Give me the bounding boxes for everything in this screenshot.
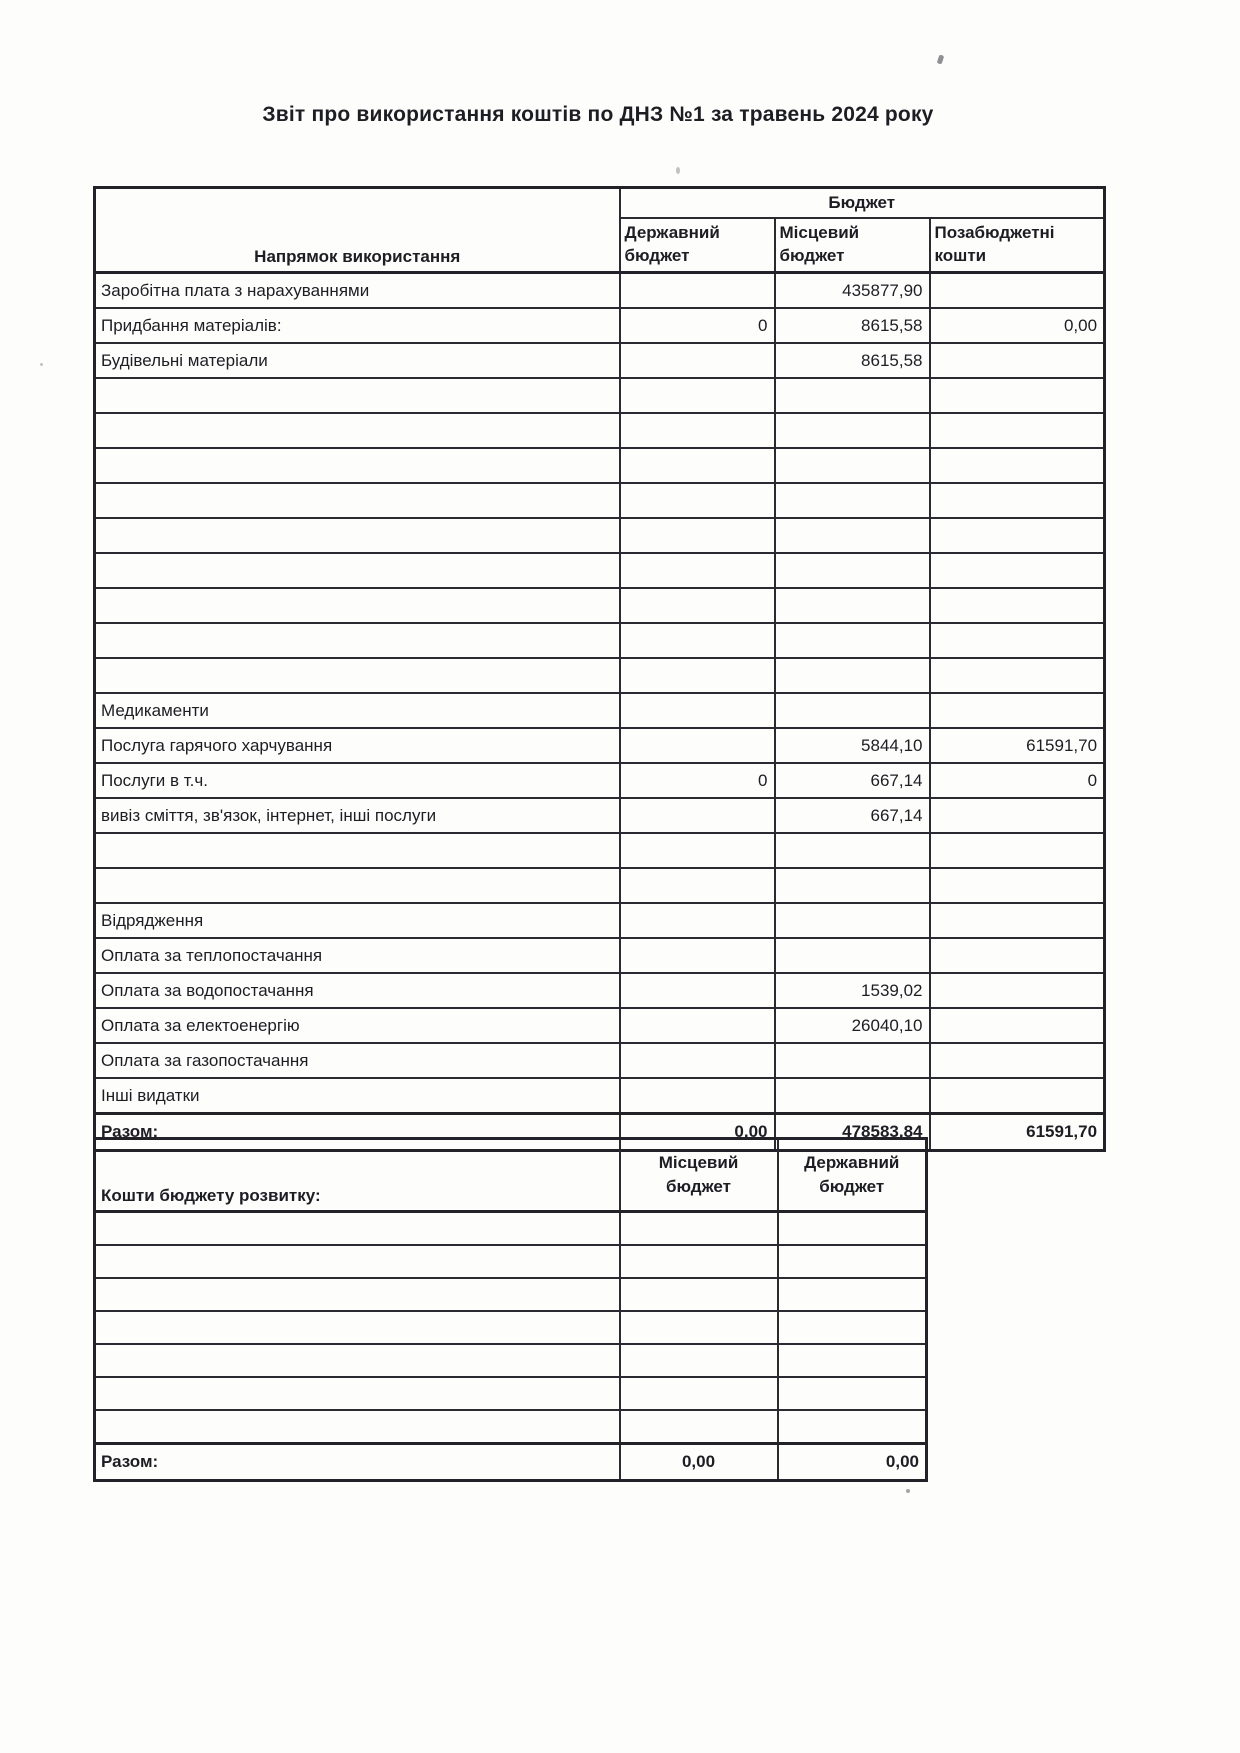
amount-cell (620, 623, 775, 658)
amount-cell (775, 903, 930, 938)
amount-cell (775, 588, 930, 623)
direction-cell (95, 448, 620, 483)
budget-usage-table (93, 186, 1106, 1152)
development-budget-rows (95, 1212, 927, 1444)
table-row (95, 693, 1105, 728)
amount-cell (930, 623, 1105, 658)
table-row (95, 1043, 1105, 1078)
scan-artifact (40, 363, 43, 366)
scan-artifact (937, 54, 945, 64)
amount-cell (930, 658, 1105, 693)
amount-cell (620, 938, 775, 973)
table-row (95, 378, 1105, 413)
table-row (95, 1377, 927, 1410)
direction-cell: вивіз сміття, зв'язок, інтернет, інші послуги (95, 798, 620, 833)
amount-cell: 0 (620, 763, 775, 798)
amount-cell (930, 343, 1105, 378)
amount-cell (775, 658, 930, 693)
amount-cell (620, 658, 775, 693)
amount-cell (620, 1212, 778, 1246)
amount-cell: 8615,58 (775, 308, 930, 343)
amount-cell: 61591,70 (930, 728, 1105, 763)
table-row (95, 413, 1105, 448)
amount-cell (620, 1377, 778, 1410)
table-row (95, 938, 1105, 973)
table-row (95, 1245, 927, 1278)
amount-cell: 0 (930, 763, 1105, 798)
direction-cell (95, 518, 620, 553)
table-row (95, 728, 1105, 763)
table-row (95, 308, 1105, 343)
amount-cell (775, 1078, 930, 1114)
amount-cell (620, 518, 775, 553)
amount-cell (775, 833, 930, 868)
direction-cell: Інші видатки (95, 1078, 620, 1114)
amount-cell: 8615,58 (775, 343, 930, 378)
direction-cell (95, 1311, 620, 1344)
direction-cell (95, 1278, 620, 1311)
amount-cell (620, 798, 775, 833)
development-budget-table (93, 1137, 928, 1482)
direction-cell (95, 623, 620, 658)
amount-cell (775, 693, 930, 728)
amount-cell (930, 483, 1105, 518)
table-row (95, 448, 1105, 483)
amount-cell (778, 1245, 927, 1278)
direction-cell (95, 658, 620, 693)
table-row (95, 833, 1105, 868)
amount-cell (620, 973, 775, 1008)
budget-group-header: Бюджет (620, 188, 1105, 219)
direction-cell (95, 1212, 620, 1246)
amount-cell (930, 588, 1105, 623)
amount-cell (778, 1410, 927, 1444)
total-label: Разом: (95, 1444, 620, 1481)
amount-cell (620, 1245, 778, 1278)
amount-cell (930, 448, 1105, 483)
table-row (95, 868, 1105, 903)
amount-cell (620, 1278, 778, 1311)
amount-cell (778, 1377, 927, 1410)
amount-cell (930, 693, 1105, 728)
direction-cell: Оплата за газопостачання (95, 1043, 620, 1078)
amount-cell (930, 973, 1105, 1008)
amount-cell (775, 553, 930, 588)
table-row (95, 1008, 1105, 1043)
table-row (95, 798, 1105, 833)
table-row (95, 658, 1105, 693)
local-budget-header: Місцевий бюджет (775, 218, 930, 273)
table-row (95, 518, 1105, 553)
amount-cell (620, 903, 775, 938)
amount-cell (620, 1344, 778, 1377)
amount-cell: 0,00 (930, 308, 1105, 343)
local-budget-header: Місцевий бюджет (620, 1139, 778, 1212)
amount-cell (930, 518, 1105, 553)
direction-cell: Придбання матеріалів: (95, 308, 620, 343)
direction-header: Напрямок використання (95, 188, 620, 273)
table-row (95, 623, 1105, 658)
amount-cell (775, 413, 930, 448)
direction-cell: Послуга гарячого харчування (95, 728, 620, 763)
amount-cell (930, 378, 1105, 413)
amount-cell (620, 273, 775, 309)
direction-cell: Заробітна плата з нарахуваннями (95, 273, 620, 309)
group-header-row (95, 188, 1105, 219)
amount-cell (775, 483, 930, 518)
amount-cell (620, 343, 775, 378)
column-header-row (95, 1139, 927, 1212)
amount-cell (778, 1278, 927, 1311)
amount-cell (775, 938, 930, 973)
amount-cell (930, 553, 1105, 588)
amount-cell (930, 1043, 1105, 1078)
amount-cell: 1539,02 (775, 973, 930, 1008)
amount-cell: 0 (620, 308, 775, 343)
total-state-value: 0,00 (620, 1114, 775, 1151)
state-budget-header: Державний бюджет (778, 1139, 927, 1212)
amount-cell: 5844,10 (775, 728, 930, 763)
table-row (95, 1410, 927, 1444)
extra-budget-header: Позабюджетні кошти (930, 218, 1105, 273)
amount-cell (620, 1008, 775, 1043)
amount-cell (620, 1410, 778, 1444)
amount-cell (775, 623, 930, 658)
total-local-value: 0,00 (620, 1444, 778, 1481)
direction-cell (95, 413, 620, 448)
amount-cell (620, 378, 775, 413)
amount-cell: 26040,10 (775, 1008, 930, 1043)
amount-cell (930, 1008, 1105, 1043)
amount-cell (778, 1311, 927, 1344)
direction-cell (95, 1410, 620, 1444)
amount-cell (930, 1078, 1105, 1114)
amount-cell: 435877,90 (775, 273, 930, 309)
amount-cell (930, 273, 1105, 309)
table-row (95, 973, 1105, 1008)
direction-cell (95, 483, 620, 518)
table-row (95, 1311, 927, 1344)
amount-cell (620, 728, 775, 763)
amount-cell (930, 798, 1105, 833)
amount-cell (620, 833, 775, 868)
total-label: Разом: (95, 1114, 620, 1151)
amount-cell: 667,14 (775, 763, 930, 798)
total-row (95, 1444, 927, 1481)
amount-cell (620, 1043, 775, 1078)
state-budget-header: Державний бюджет (620, 218, 775, 273)
direction-cell (95, 1245, 620, 1278)
amount-cell (620, 1078, 775, 1114)
amount-cell (620, 483, 775, 518)
scan-artifact (676, 167, 680, 174)
amount-cell (620, 448, 775, 483)
direction-cell: Послуги в т.ч. (95, 763, 620, 798)
table-row (95, 1344, 927, 1377)
table-row (95, 1078, 1105, 1114)
table-row (95, 903, 1105, 938)
direction-cell: Оплата за теплопостачання (95, 938, 620, 973)
amount-cell: 667,14 (775, 798, 930, 833)
direction-cell: Будівельні матеріали (95, 343, 620, 378)
table-row (95, 273, 1105, 309)
table-row (95, 553, 1105, 588)
table-row (95, 343, 1105, 378)
amount-cell (930, 868, 1105, 903)
direction-cell (95, 378, 620, 413)
amount-cell (620, 588, 775, 623)
table-row (95, 1278, 927, 1311)
amount-cell (620, 553, 775, 588)
amount-cell (930, 833, 1105, 868)
total-state-value: 0,00 (778, 1444, 927, 1481)
table-row (95, 483, 1105, 518)
amount-cell (778, 1344, 927, 1377)
amount-cell (775, 1043, 930, 1078)
direction-cell (95, 588, 620, 623)
scan-artifact (906, 1489, 910, 1493)
table-row (95, 1212, 927, 1246)
amount-cell (930, 938, 1105, 973)
amount-cell (620, 868, 775, 903)
direction-cell: Відрядження (95, 903, 620, 938)
table-row (95, 763, 1105, 798)
table-row (95, 588, 1105, 623)
direction-cell (95, 553, 620, 588)
amount-cell (930, 413, 1105, 448)
direction-cell (95, 833, 620, 868)
amount-cell (620, 413, 775, 448)
direction-cell (95, 1377, 620, 1410)
total-local-value: 478583,84 (775, 1114, 930, 1151)
direction-cell (95, 868, 620, 903)
budget-usage-rows (95, 273, 1105, 1114)
development-budget-header: Кошти бюджету розвитку: (95, 1139, 620, 1212)
amount-cell (778, 1212, 927, 1246)
direction-cell: Оплата за водопостачання (95, 973, 620, 1008)
direction-cell: Оплата за електоенергію (95, 1008, 620, 1043)
amount-cell (775, 518, 930, 553)
amount-cell (775, 448, 930, 483)
amount-cell (930, 903, 1105, 938)
direction-cell (95, 1344, 620, 1377)
amount-cell (620, 693, 775, 728)
amount-cell (620, 1311, 778, 1344)
amount-cell (775, 378, 930, 413)
amount-cell (775, 868, 930, 903)
direction-cell: Медикаменти (95, 693, 620, 728)
report-title: Звіт про використання коштів по ДНЗ №1 за травень 2024 року (262, 103, 934, 126)
total-extra-value: 61591,70 (930, 1114, 1105, 1151)
